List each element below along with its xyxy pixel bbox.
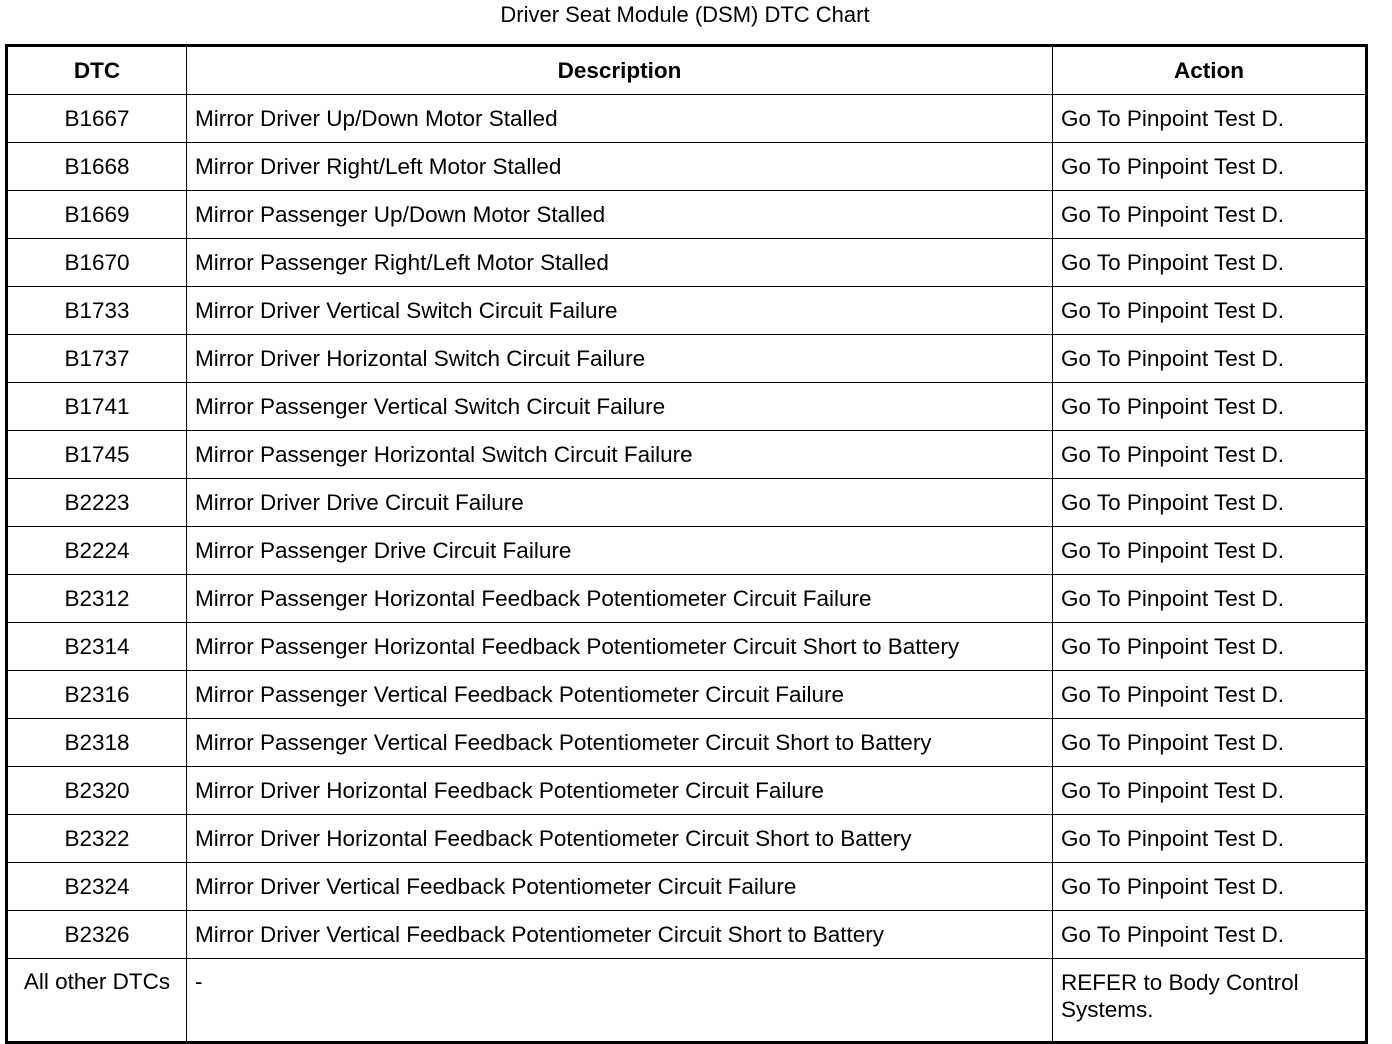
dtc-code: B2320: [7, 767, 187, 815]
dtc-action: Go To Pinpoint Test D.: [1053, 911, 1367, 959]
table-row: [7, 719, 1367, 767]
dtc-action: Go To Pinpoint Test D.: [1053, 95, 1367, 143]
dtc-action: Go To Pinpoint Test D.: [1053, 287, 1367, 335]
dtc-code: B1668: [7, 143, 187, 191]
dtc-action: Go To Pinpoint Test D.: [1053, 191, 1367, 239]
table-row: [7, 239, 1367, 287]
column-header-action: Action: [1053, 46, 1367, 95]
dtc-description: Mirror Driver Right/Left Motor Stalled: [187, 143, 1053, 191]
dtc-description: Mirror Driver Horizontal Feedback Potentiometer Circuit Failure: [187, 767, 1053, 815]
table-row: [7, 287, 1367, 335]
table-row: [7, 143, 1367, 191]
dtc-action: Go To Pinpoint Test D.: [1053, 527, 1367, 575]
dtc-action: Go To Pinpoint Test D.: [1053, 719, 1367, 767]
dtc-code: All other DTCs: [7, 959, 187, 1043]
table-row: [7, 623, 1367, 671]
dtc-action: Go To Pinpoint Test D.: [1053, 335, 1367, 383]
dtc-description: Mirror Passenger Horizontal Switch Circuit Failure: [187, 431, 1053, 479]
dtc-action: Go To Pinpoint Test D.: [1053, 863, 1367, 911]
table-row: [7, 527, 1367, 575]
dtc-code: B1667: [7, 95, 187, 143]
dtc-code: B2223: [7, 479, 187, 527]
dtc-action: Go To Pinpoint Test D.: [1053, 383, 1367, 431]
table-header-row: [7, 46, 1367, 95]
dtc-description: Mirror Passenger Right/Left Motor Stalled: [187, 239, 1053, 287]
dtc-code: B1737: [7, 335, 187, 383]
dtc-code: B2312: [7, 575, 187, 623]
dtc-description: Mirror Driver Vertical Switch Circuit Failure: [187, 287, 1053, 335]
dtc-action: Go To Pinpoint Test D.: [1053, 671, 1367, 719]
dtc-action: Go To Pinpoint Test D.: [1053, 143, 1367, 191]
dtc-code: B2322: [7, 815, 187, 863]
dtc-code: B1733: [7, 287, 187, 335]
table-row: [7, 191, 1367, 239]
dtc-description: -: [187, 959, 1053, 1043]
table-row: [7, 479, 1367, 527]
dtc-code: B1670: [7, 239, 187, 287]
dtc-code: B2316: [7, 671, 187, 719]
dtc-description: Mirror Passenger Up/Down Motor Stalled: [187, 191, 1053, 239]
column-header-description: Description: [187, 46, 1053, 95]
dtc-action: Go To Pinpoint Test D.: [1053, 767, 1367, 815]
dtc-description: Mirror Driver Horizontal Feedback Potentiometer Circuit Short to Battery: [187, 815, 1053, 863]
table-row: [7, 863, 1367, 911]
dtc-code: B2224: [7, 527, 187, 575]
dtc-code: B2314: [7, 623, 187, 671]
dtc-action: Go To Pinpoint Test D.: [1053, 239, 1367, 287]
dtc-description: Mirror Passenger Vertical Feedback Potentiometer Circuit Short to Battery: [187, 719, 1053, 767]
dtc-table: [5, 44, 1368, 1044]
column-header-dtc: DTC: [7, 46, 187, 95]
table-row: [7, 671, 1367, 719]
dtc-code: B1741: [7, 383, 187, 431]
dtc-code: B1669: [7, 191, 187, 239]
dtc-code: B2324: [7, 863, 187, 911]
chart-title: Driver Seat Module (DSM) DTC Chart: [500, 2, 870, 27]
dtc-action: Go To Pinpoint Test D.: [1053, 623, 1367, 671]
dtc-description: Mirror Passenger Vertical Feedback Potentiometer Circuit Failure: [187, 671, 1053, 719]
table-row: [7, 815, 1367, 863]
dtc-description: Mirror Passenger Horizontal Feedback Potentiometer Circuit Failure: [187, 575, 1053, 623]
dtc-description: Mirror Driver Vertical Feedback Potentiometer Circuit Short to Battery: [187, 911, 1053, 959]
dtc-description: Mirror Passenger Horizontal Feedback Potentiometer Circuit Short to Battery: [187, 623, 1053, 671]
dtc-code: B1745: [7, 431, 187, 479]
table-row: [7, 575, 1367, 623]
dtc-action: Go To Pinpoint Test D.: [1053, 575, 1367, 623]
dtc-action: Go To Pinpoint Test D.: [1053, 431, 1367, 479]
dtc-description: Mirror Passenger Vertical Switch Circuit Failure: [187, 383, 1053, 431]
table-row: [7, 911, 1367, 959]
table-row-other-dtcs: [7, 959, 1367, 1043]
dtc-action: REFER to Body Control Systems.: [1053, 959, 1367, 1043]
dtc-description: Mirror Driver Drive Circuit Failure: [187, 479, 1053, 527]
dtc-description: Mirror Driver Horizontal Switch Circuit Failure: [187, 335, 1053, 383]
dtc-code: B2318: [7, 719, 187, 767]
table-row: [7, 431, 1367, 479]
table-row: [7, 95, 1367, 143]
dtc-action: Go To Pinpoint Test D.: [1053, 815, 1367, 863]
dtc-code: B2326: [7, 911, 187, 959]
table-row: [7, 767, 1367, 815]
dtc-action: Go To Pinpoint Test D.: [1053, 479, 1367, 527]
table-row: [7, 383, 1367, 431]
dtc-description: Mirror Passenger Drive Circuit Failure: [187, 527, 1053, 575]
dtc-description: Mirror Driver Vertical Feedback Potentiometer Circuit Failure: [187, 863, 1053, 911]
dtc-description: Mirror Driver Up/Down Motor Stalled: [187, 95, 1053, 143]
table-row: [7, 335, 1367, 383]
